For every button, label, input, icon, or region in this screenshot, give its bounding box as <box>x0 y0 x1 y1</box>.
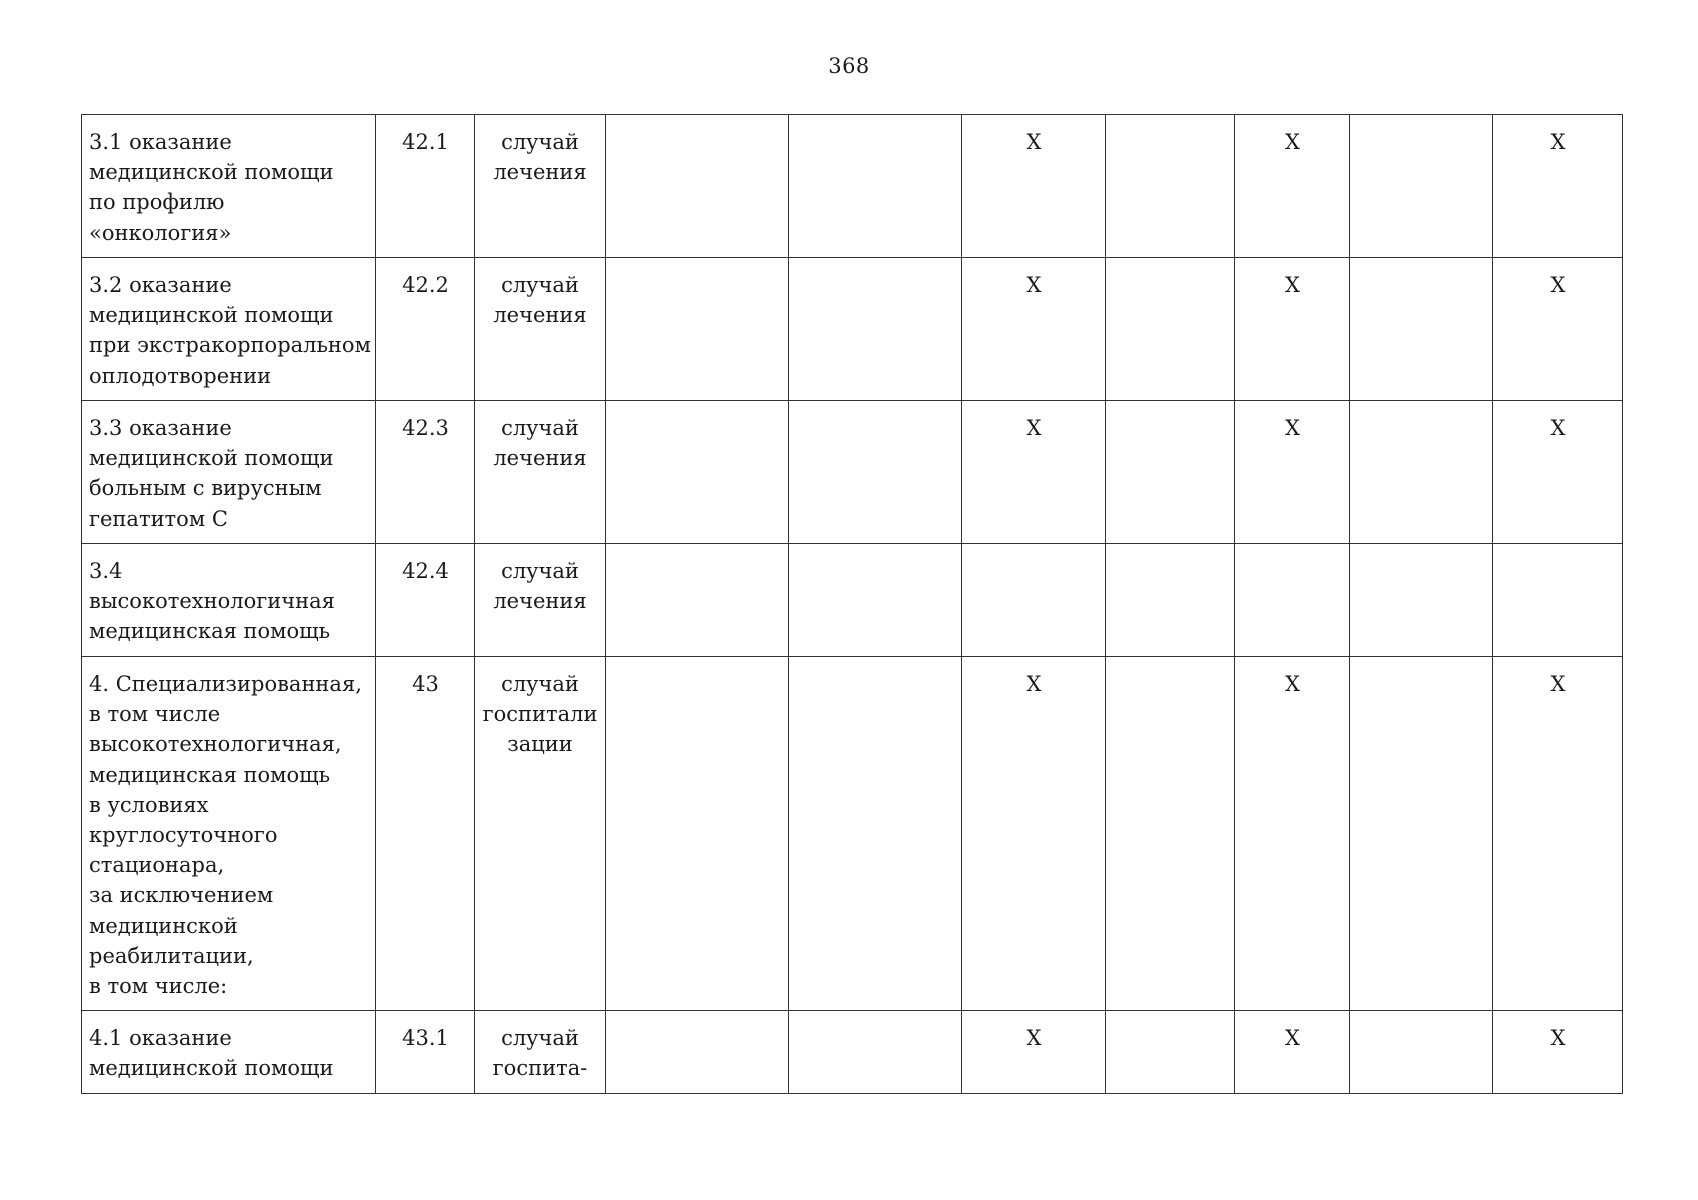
table-cell: X <box>962 115 1106 258</box>
table-cell: X <box>1493 1011 1623 1094</box>
table-cell <box>606 657 789 1011</box>
table-cell <box>789 258 962 401</box>
table-cell <box>789 1011 962 1094</box>
table-cell <box>1106 401 1235 544</box>
table-cell <box>606 258 789 401</box>
table-cell <box>606 115 789 258</box>
row-name: 3.2 оказание медицинской помощи при экстракорпоральном оплодотворении <box>82 258 376 401</box>
row-name: 3.4 высокотехнологичная медицинская помощь <box>82 544 376 657</box>
table-cell <box>606 1011 789 1094</box>
table-cell: X <box>1235 657 1350 1011</box>
table-row <box>82 544 1623 657</box>
table-cell <box>606 401 789 544</box>
table-cell <box>1350 115 1493 258</box>
table-cell <box>1350 657 1493 1011</box>
table-cell: X <box>1235 115 1350 258</box>
table-cell <box>789 115 962 258</box>
table-cell: X <box>1235 1011 1350 1094</box>
table-row <box>82 401 1623 544</box>
table-cell <box>1106 544 1235 657</box>
table-cell <box>1106 1011 1235 1094</box>
table-cell: X <box>962 657 1106 1011</box>
table-cell <box>1350 1011 1493 1094</box>
table-cell: X <box>1493 258 1623 401</box>
row-unit: случай лечения <box>475 544 606 657</box>
table-cell <box>1106 258 1235 401</box>
table-cell <box>789 401 962 544</box>
row-code: 42.3 <box>376 401 475 544</box>
table-cell <box>1350 258 1493 401</box>
table-cell <box>962 544 1106 657</box>
row-unit: случай госпитали зации <box>475 657 606 1011</box>
row-unit: случай лечения <box>475 401 606 544</box>
row-unit: случай лечения <box>475 258 606 401</box>
table-cell <box>789 544 962 657</box>
row-name: 4. Специализированная, в том числе высокотехнологичная, медицинская помощь в условиях круглосуточного стационара, за исключением медицинской реабилитации, в том числе: <box>82 657 376 1011</box>
row-name: 3.1 оказание медицинской помощи по профилю «онкология» <box>82 115 376 258</box>
table-cell: X <box>1493 115 1623 258</box>
table-cell <box>1350 401 1493 544</box>
row-name: 4.1 оказание медицинской помощи <box>82 1011 376 1094</box>
data-table <box>81 114 1623 1094</box>
table-cell <box>1350 544 1493 657</box>
table-cell: X <box>962 258 1106 401</box>
row-code: 42.2 <box>376 258 475 401</box>
table-cell <box>1106 657 1235 1011</box>
table-cell: X <box>1493 657 1623 1011</box>
row-unit: случай госпита- <box>475 1011 606 1094</box>
table-cell <box>1235 544 1350 657</box>
row-code: 42.4 <box>376 544 475 657</box>
table-cell: X <box>1235 258 1350 401</box>
table-row <box>82 1011 1623 1094</box>
row-code: 43.1 <box>376 1011 475 1094</box>
table-cell: X <box>1493 401 1623 544</box>
table-row <box>82 657 1623 1011</box>
row-code: 43 <box>376 657 475 1011</box>
table-row <box>82 115 1623 258</box>
table-cell: X <box>1235 401 1350 544</box>
table-cell: X <box>962 401 1106 544</box>
table-row <box>82 258 1623 401</box>
table-cell <box>1493 544 1623 657</box>
table-cell <box>606 544 789 657</box>
table-cell <box>789 657 962 1011</box>
page-number: 368 <box>828 54 870 78</box>
row-code: 42.1 <box>376 115 475 258</box>
table-cell <box>1106 115 1235 258</box>
row-name: 3.3 оказание медицинской помощи больным с вирусным гепатитом С <box>82 401 376 544</box>
table-cell: X <box>962 1011 1106 1094</box>
row-unit: случай лечения <box>475 115 606 258</box>
